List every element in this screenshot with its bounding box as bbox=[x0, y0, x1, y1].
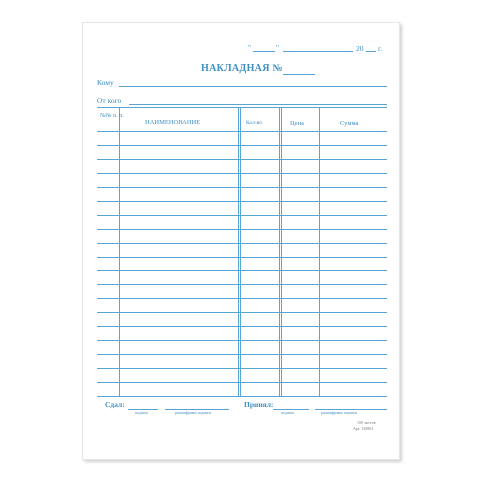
invoice-form-sheet bbox=[82, 22, 400, 460]
table-row bbox=[97, 257, 387, 258]
table-row bbox=[97, 215, 387, 216]
table-row bbox=[97, 368, 387, 369]
column-header-price: Цена bbox=[290, 120, 304, 127]
table-row bbox=[97, 229, 387, 230]
date-year-suffix: г. bbox=[378, 44, 383, 53]
article-number: Арт. 130802 bbox=[353, 426, 374, 431]
received-signature-line bbox=[273, 409, 309, 410]
date-quote-close: " bbox=[276, 43, 280, 52]
sheet-count: 100 листов bbox=[357, 420, 376, 425]
table-row bbox=[97, 340, 387, 341]
table-row-lines bbox=[97, 107, 387, 397]
table-row bbox=[97, 187, 387, 188]
column-header-name: НАИМЕНОВАНИЕ bbox=[145, 119, 201, 126]
to-label: Кому bbox=[97, 78, 114, 87]
from-field-line bbox=[129, 104, 387, 105]
table-row bbox=[97, 354, 387, 355]
items-table bbox=[97, 107, 387, 397]
handed-signature-caption: подпись bbox=[135, 411, 149, 415]
from-label: От кого bbox=[97, 96, 122, 105]
handed-decode-line bbox=[165, 409, 229, 410]
table-row bbox=[97, 298, 387, 299]
received-decode-caption: расшифровка подписи bbox=[321, 411, 358, 415]
table-row bbox=[97, 396, 387, 397]
table-top-border bbox=[97, 107, 387, 108]
table-row bbox=[97, 131, 387, 132]
table-row bbox=[97, 284, 387, 285]
table-row bbox=[97, 326, 387, 327]
column-header-sum: Сумма bbox=[340, 120, 359, 127]
handed-over-label: Сдал: bbox=[105, 400, 125, 409]
table-row bbox=[97, 145, 387, 146]
table-row bbox=[97, 270, 387, 271]
table-row bbox=[97, 312, 387, 313]
date-day-line bbox=[253, 51, 275, 52]
date-year-prefix: 20 bbox=[356, 44, 364, 53]
handed-decode-caption: расшифровка подписи bbox=[175, 411, 212, 415]
received-decode-line bbox=[315, 409, 387, 410]
column-header-quantity: Кол-во bbox=[246, 120, 262, 126]
invoice-number-line bbox=[283, 74, 315, 75]
date-quote-open: " bbox=[248, 43, 252, 52]
date-month-line bbox=[283, 51, 353, 52]
received-signature-caption: подпись bbox=[281, 411, 295, 415]
table-row bbox=[97, 159, 387, 160]
table-row bbox=[97, 201, 387, 202]
date-year-line bbox=[366, 51, 376, 52]
table-row bbox=[97, 382, 387, 383]
document-title: НАКЛАДНАЯ № bbox=[201, 63, 283, 74]
column-header-number: №№ п. п. bbox=[100, 113, 124, 119]
table-row bbox=[97, 173, 387, 174]
received-label: Принял: bbox=[244, 400, 274, 409]
handed-signature-line bbox=[128, 409, 158, 410]
to-field-line bbox=[119, 86, 387, 87]
table-row bbox=[97, 243, 387, 244]
